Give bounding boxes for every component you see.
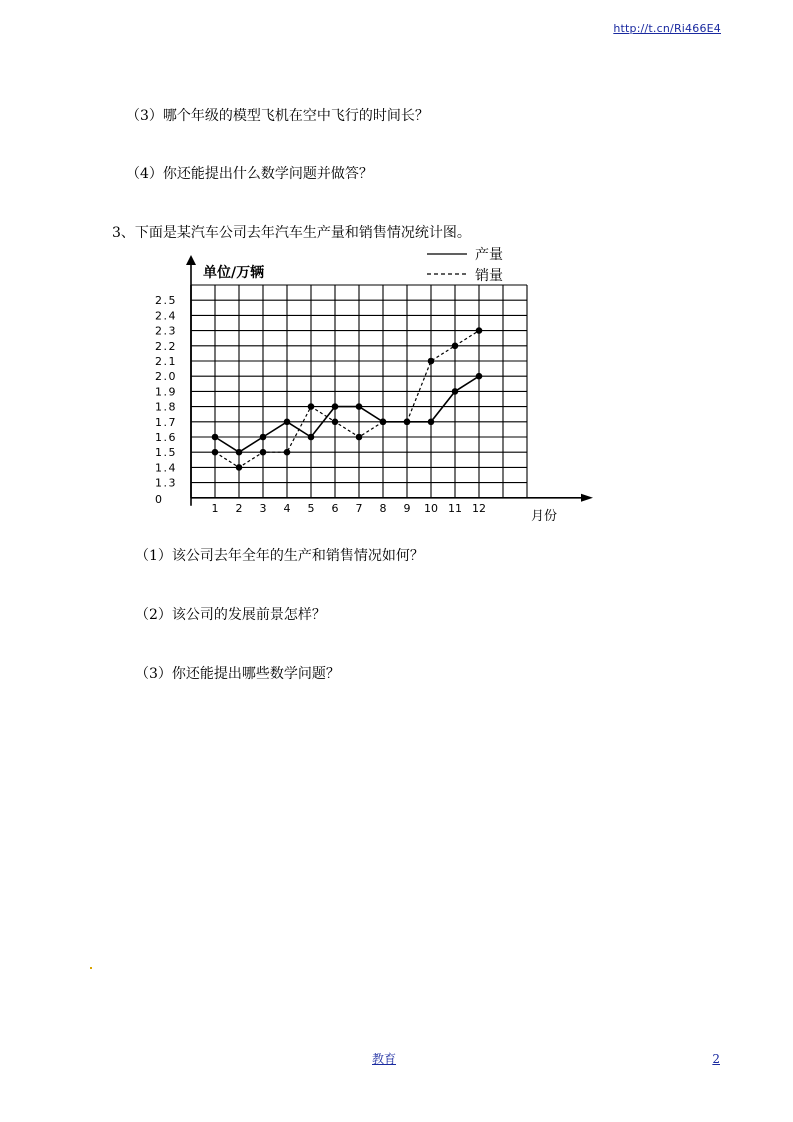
data-point-production [332,403,339,410]
stray-dot [90,967,92,969]
question-4-airplane: （4）你还能提出什么数学问题并做答？ [126,166,373,182]
data-point-sales [236,464,243,471]
x-tick-label: 2 [235,501,243,515]
problem-3-title: 3、下面是某汽车公司去年汽车生产量和销售情况统计图。 [112,225,471,241]
data-point-production [212,434,219,441]
data-point-sales [308,403,315,410]
data-point-sales [260,449,267,456]
data-point-production [428,419,435,426]
page-number: 2 [712,1052,720,1066]
x-axis-arrow [581,494,593,502]
production-sales-line-chart [145,243,605,523]
data-point-sales [404,419,411,426]
data-point-sales [212,449,219,456]
y-axis-label: 单位/万辆 [203,265,265,281]
data-point-sales [476,327,483,334]
data-point-production [236,449,243,456]
y-tick-label: 0 [155,492,164,506]
data-point-production [452,388,459,395]
question-3-airplane: （3）哪个年级的模型飞机在空中飞行的时间长？ [126,108,429,124]
x-tick-label: 11 [448,501,462,515]
question-2-company: （2）该公司的发展前景怎样？ [135,607,326,623]
data-point-production [356,403,363,410]
x-tick-label: 7 [355,501,363,515]
x-tick-label: 9 [403,501,411,515]
y-tick-label: 1.7 [155,415,177,429]
y-tick-label: 2.1 [155,355,177,368]
data-point-sales [452,343,459,350]
y-tick-label: 2.4 [155,309,177,323]
data-point-sales [380,419,387,426]
data-point-production [260,434,267,441]
data-point-production [308,434,315,441]
x-tick-label: 12 [472,501,486,515]
data-point-sales [332,419,339,426]
question-3-company: （3）你还能提出哪些数学问题？ [135,666,340,682]
y-tick-label: 2.3 [155,324,177,338]
y-tick-label: 2.2 [155,339,177,353]
y-tick-label: 1.6 [155,431,177,444]
data-point-sales [356,434,363,441]
x-tick-label: 8 [379,501,387,515]
y-tick-label: 1.3 [155,476,177,490]
data-point-sales [284,449,291,456]
legend-label-production: 产量 [475,247,503,263]
x-tick-label: 5 [307,501,315,515]
legend-label-sales: 销量 [475,268,503,284]
data-point-production [284,419,291,426]
y-tick-label: 2.0 [155,370,177,384]
question-1-company: （1）该公司去年全年的生产和销售情况如何？ [135,548,424,564]
series-line-production [215,376,479,452]
x-tick-label: 4 [283,501,291,515]
y-tick-label: 2.5 [155,294,177,308]
y-tick-label: 1.4 [155,461,177,475]
y-tick-label: 1.5 [155,446,177,460]
y-tick-label: 1.8 [155,400,177,414]
footer-link[interactable]: 教育 [372,1052,397,1066]
x-tick-label: 1 [211,501,219,515]
data-point-sales [428,358,435,365]
x-axis-label: 月份 [531,508,558,523]
y-axis-arrow [186,255,196,265]
header-url-link[interactable]: http://t.cn/Ri466E4 [613,22,721,35]
data-point-production [476,373,483,380]
series-line-sales [215,331,479,468]
y-tick-label: 1.9 [155,385,177,399]
x-tick-label: 10 [424,501,438,515]
x-tick-label: 3 [259,501,267,515]
x-tick-label: 6 [331,501,339,515]
